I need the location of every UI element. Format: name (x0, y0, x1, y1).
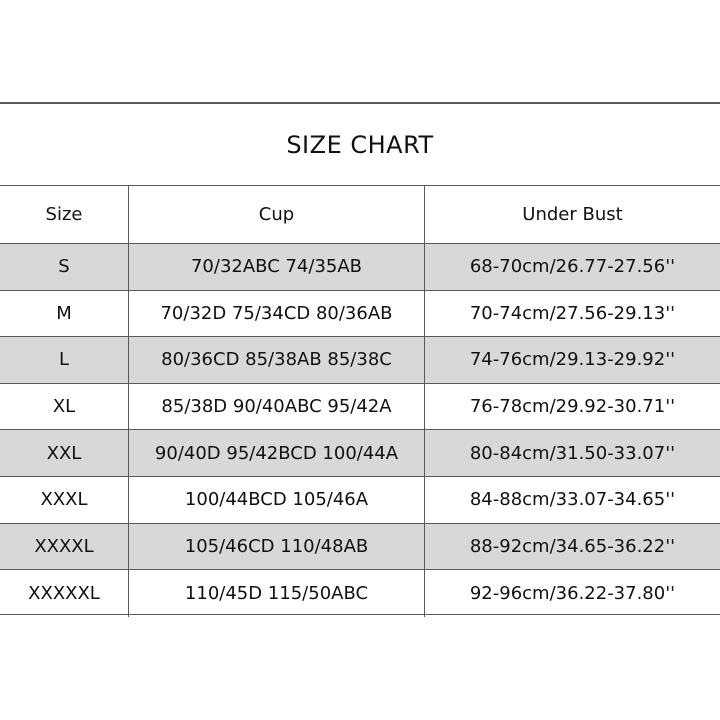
cup-cell: 85/38D 90/40ABC 95/42A (128, 384, 424, 430)
size-chart-title: SIZE CHART (0, 104, 720, 186)
under-bust-cell: 74-76cm/29.13-29.92'' (424, 337, 720, 383)
under-bust-cell: 68-70cm/26.77-27.56'' (424, 244, 720, 290)
table-row (0, 430, 720, 477)
cup-cell: 70/32D 75/34CD 80/36AB (128, 291, 424, 337)
cup-cell: 105/46CD 110/48AB (128, 524, 424, 570)
under-bust-cell: 88-92cm/34.65-36.22'' (424, 524, 720, 570)
size-cell: XL (52, 396, 76, 418)
size-cell: L (58, 349, 70, 371)
under-bust-cell: 70-74cm/27.56-29.13'' (424, 291, 720, 337)
table-header-row (0, 186, 720, 244)
cup-cell: 90/40D 95/42BCD 100/44A (128, 430, 424, 476)
header-size: Size (45, 204, 83, 225)
table-row (0, 477, 720, 524)
size-cell: XXXXL (34, 535, 94, 557)
size-cell: M (56, 302, 72, 324)
table-row (0, 570, 720, 617)
table-row (0, 384, 720, 431)
header-under-bust: Under Bust (424, 186, 720, 243)
cup-cell: 70/32ABC 74/35AB (128, 244, 424, 290)
table-row (0, 244, 720, 291)
table-row (0, 291, 720, 338)
cup-cell: 100/44BCD 105/46A (128, 477, 424, 523)
size-cell: XXXL (40, 489, 88, 511)
header-cup: Cup (128, 186, 424, 243)
cup-cell: 80/36CD 85/38AB 85/38C (128, 337, 424, 383)
cup-cell: 110/45D 115/50ABC (128, 570, 424, 617)
under-bust-cell: 84-88cm/33.07-34.65'' (424, 477, 720, 523)
size-cell: XXL (46, 442, 82, 464)
under-bust-cell: 80-84cm/31.50-33.07'' (424, 430, 720, 476)
size-cell: XXXXXL (28, 582, 100, 604)
size-chart-table (0, 102, 720, 615)
under-bust-cell: 76-78cm/29.92-30.71'' (424, 384, 720, 430)
under-bust-cell: 92-96cm/36.22-37.80'' (424, 570, 720, 617)
table-row (0, 524, 720, 571)
size-cell: S (58, 256, 70, 278)
table-row (0, 337, 720, 384)
